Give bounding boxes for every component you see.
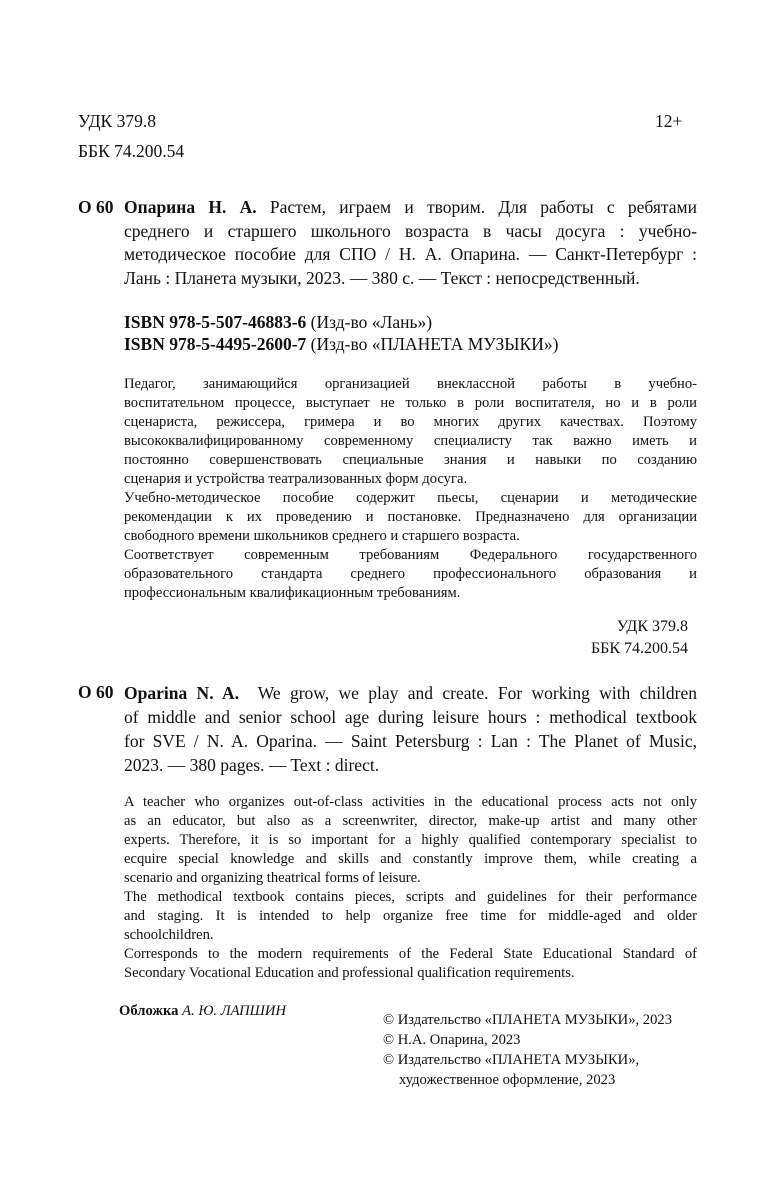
cover-label: Обложка: [119, 1003, 179, 1019]
annotation-line: A teacher who organizes out-of-class activities in the educational process acts not only: [124, 794, 697, 810]
annotation-line: Педагог, занимающийся организацией внеклассной работы в учебно-: [124, 376, 697, 392]
annotation-line: высококвалифицированному современному специалисту так важно иметь и: [124, 433, 697, 449]
annotation-line: постоянно совершенствовать специальные знания и навыки по созданию: [124, 452, 697, 468]
ru-annotation: [124, 375, 697, 603]
copyright-line: © Н.А. Опарина, 2023: [383, 1032, 521, 1048]
annotation-line: ecquire special knowledge and skills and constantly improve them, while creating a: [124, 851, 697, 867]
isbn-list: [124, 311, 558, 355]
udk-code: УДК 379.8: [616, 618, 688, 635]
en-entry-line: for SVE / N. A. Oparina. — Saint Petersburg : Lan : The Planet of Music,: [124, 731, 697, 751]
ru-bibliographic-entry: [124, 196, 697, 290]
isbn-publisher: (Изд-во «Лань»): [310, 312, 433, 332]
annotation-line: воспитательном процессе, выступает не только в роли воспитателя, но и в роли: [124, 395, 697, 411]
annotation-line: and staging. It is intended to help organize free time for middle-aged and older: [124, 908, 697, 924]
annotation-line: рекомендации к их проведению и постановке. Предназначено для организации: [124, 509, 697, 525]
annotation-line: schoolchildren.: [124, 927, 214, 943]
annotation-line: scenario and organizing theatrical forms of leisure.: [124, 870, 421, 886]
ru-entry-line: Лань : Планета музыки, 2023. — 380 с. — Текст : непосредственный.: [124, 267, 640, 288]
isbn-line: [124, 311, 558, 333]
annotation-line: Соответствует современным требованиям Федерального государственного: [124, 547, 697, 563]
isbn-number: ISBN 978-5-507-46883-6: [124, 312, 307, 332]
ru-author: Опарина Н. А.: [124, 197, 257, 217]
annotation-line: Secondary Vocational Education and professional qualification requirements.: [124, 965, 575, 981]
copyright-line: художественное оформление, 2023: [399, 1072, 616, 1088]
en-annotation: [124, 793, 697, 983]
en-entry-line: We grow, we play and create. For working with children: [257, 683, 697, 703]
en-author: Oparina N. A.: [124, 683, 239, 703]
ru-entry-line: методическое пособие для СПО / Н. А. Опарина. — Санкт-Петербург :: [124, 244, 697, 264]
classification-codes: [540, 616, 688, 660]
isbn-line: [124, 333, 558, 355]
annotation-line: свободного времени школьников среднего и старшего возраста.: [124, 528, 520, 544]
isbn-publisher: (Изд-во «ПЛАНЕТА МУЗЫКИ»): [310, 334, 559, 354]
annotation-line: The methodical textbook contains pieces, scripts and guidelines for their performance: [124, 889, 697, 905]
isbn-number: ISBN 978-5-4495-2600-7: [124, 334, 307, 354]
cover-artist: А. Ю. ЛАПШИН: [182, 1003, 286, 1019]
en-entry-line: 2023. — 380 pages. — Text : direct.: [124, 755, 380, 775]
bbk-header: ББК 74.200.54: [78, 141, 185, 161]
en-entry-line: of middle and senior school age during leisure hours : methodical textbook: [124, 707, 697, 727]
age-rating: 12+: [655, 111, 683, 131]
ru-entry-code: О 60: [78, 197, 114, 217]
copyright-line: © Издательство «ПЛАНЕТА МУЗЫКИ»,: [383, 1052, 640, 1068]
annotation-line: профессиональным квалификационным требованиям.: [124, 585, 461, 601]
ru-entry-line: Растем, играем и творим. Для работы с ребятами: [269, 197, 698, 217]
en-bibliographic-entry: [124, 681, 697, 777]
bbk-code: ББК 74.200.54: [590, 640, 688, 657]
en-entry-code: О 60: [78, 682, 114, 702]
udk-header: УДК 379.8: [78, 111, 156, 131]
copyright-block: [383, 1010, 672, 1090]
ru-entry-line: среднего и старшего школьного возраста в часы досуга : учебно-: [124, 220, 697, 241]
cover-credit: [119, 1002, 286, 1021]
annotation-line: образовательного стандарта среднего профессионального образования и: [124, 566, 697, 582]
copyright-line: © Издательство «ПЛАНЕТА МУЗЫКИ», 2023: [383, 1012, 672, 1028]
annotation-line: сценариста, режиссера, гримера и во многих других качествах. Поэтому: [124, 414, 697, 430]
annotation-line: as an educator, but also as a screenwriter, director, make-up artist and many other: [124, 813, 697, 829]
annotation-line: Corresponds to the modern requirements of the Federal State Educational Standard of: [124, 946, 697, 962]
annotation-line: сценария и устройства театрализованных форм досуга.: [124, 471, 468, 487]
annotation-line: Учебно-методическое пособие содержит пьесы, сценарии и методические: [124, 490, 697, 506]
annotation-line: experts. Therefore, it is so important for a highly qualified contemporary specialist to: [124, 832, 697, 848]
